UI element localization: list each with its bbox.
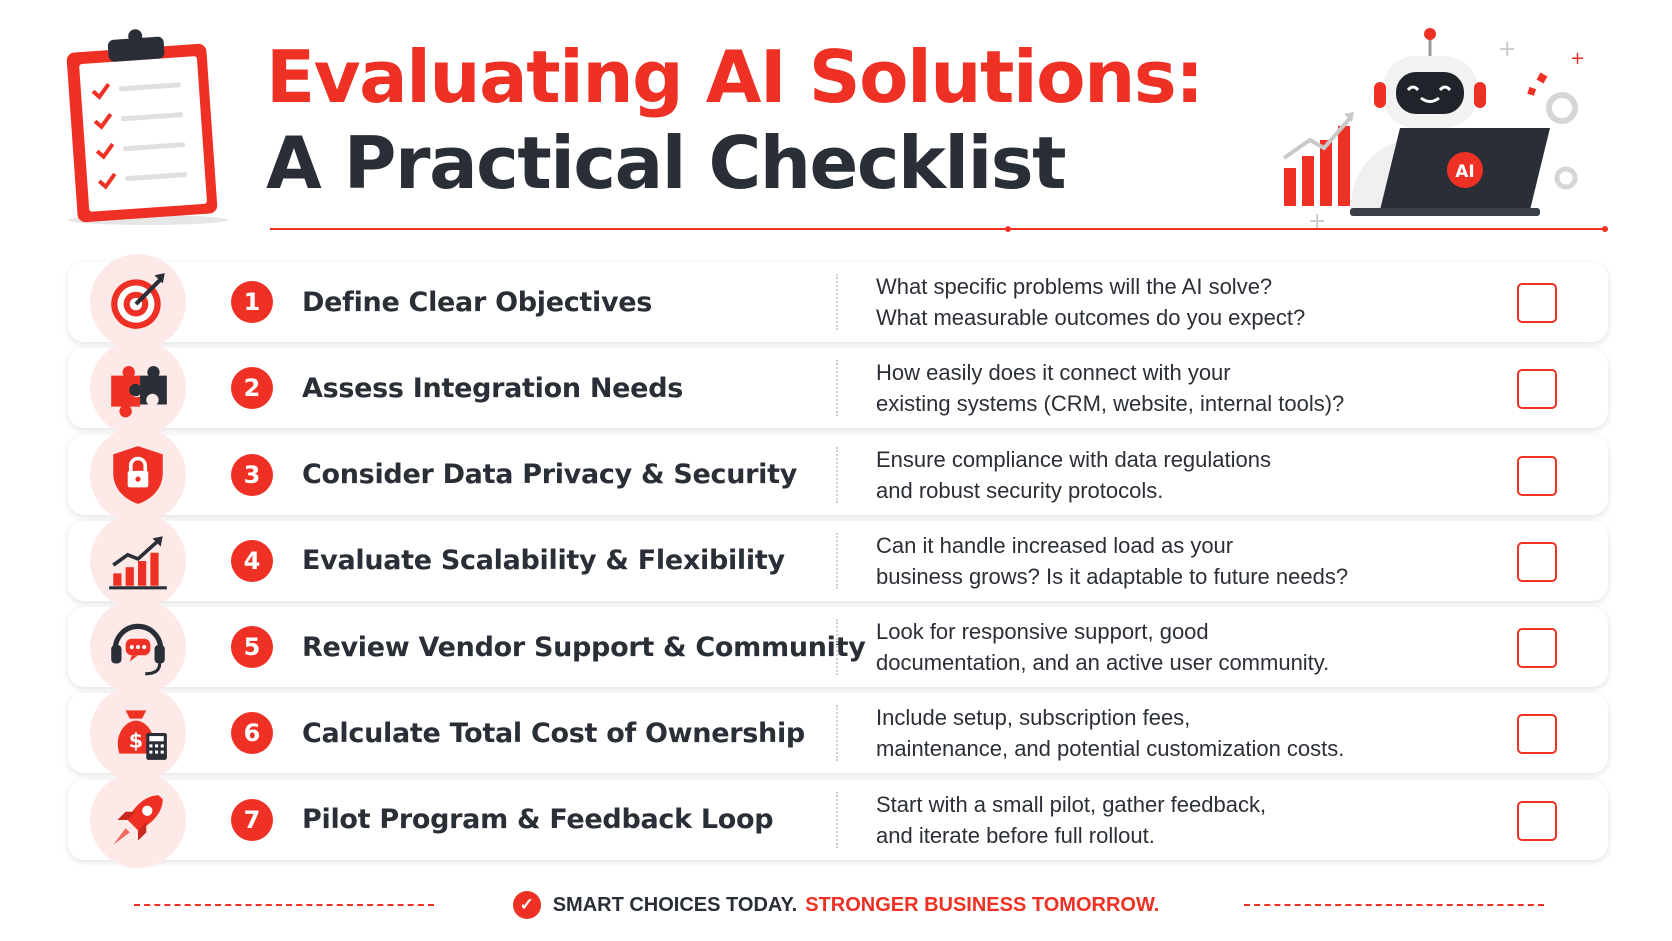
step-number-badge: 2 <box>231 367 273 409</box>
item-description <box>876 521 1348 601</box>
title-line-primary: Evaluating AI Solutions: <box>266 35 1203 119</box>
money-bag-calculator-icon <box>105 700 171 766</box>
svg-text:$: $ <box>128 728 144 753</box>
item-description <box>876 780 1266 860</box>
checklist-item <box>68 348 1608 428</box>
description-line: Start with a small pilot, gather feedback, <box>876 791 1267 817</box>
underline-dot <box>1005 226 1011 232</box>
description-line: Can it handle increased load as your <box>876 532 1234 558</box>
title-line-secondary: A Practical Checklist <box>266 121 1066 205</box>
checklist-item <box>68 693 1608 773</box>
item-title: Pilot Program & Feedback Loop <box>302 804 774 836</box>
row-divider <box>836 447 838 503</box>
step-number-badge: 7 <box>231 799 273 841</box>
item-checkbox[interactable] <box>1517 456 1557 496</box>
step-number-badge: 5 <box>231 626 273 668</box>
target-icon <box>105 269 171 335</box>
laptop-ai-label: AI <box>1455 162 1475 182</box>
check-circle-icon: ✓ <box>513 891 541 919</box>
tagline-dark: SMART CHOICES TODAY. <box>552 893 798 916</box>
growth-chart-icon <box>1284 112 1354 206</box>
row-icon-badge <box>90 340 186 436</box>
description-line: How easily does it connect with your <box>876 360 1231 386</box>
item-description <box>876 262 1305 342</box>
row-divider <box>836 705 838 761</box>
row-divider <box>836 792 838 848</box>
checklist <box>68 262 1608 866</box>
description-line: Include setup, subscription fees, <box>876 705 1191 731</box>
footer-tagline <box>0 880 1672 930</box>
item-checkbox[interactable] <box>1517 628 1557 668</box>
description-line: existing systems (CRM, website, internal tools)? <box>876 391 1345 417</box>
robot-laptop-illustration <box>1280 28 1620 238</box>
description-line: documentation, and an active user community. <box>876 650 1330 676</box>
svg-text:+: + <box>1570 48 1586 69</box>
item-title: Consider Data Privacy & Security <box>302 459 798 491</box>
checklist-item <box>68 780 1608 860</box>
item-checkbox[interactable] <box>1517 283 1557 323</box>
step-number-badge: 4 <box>231 540 273 582</box>
headset-icon <box>105 614 171 680</box>
shield-lock-icon <box>105 442 171 508</box>
growth-chart-icon <box>105 528 171 594</box>
svg-text:+: + <box>1498 37 1517 62</box>
row-icon-badge <box>90 685 186 781</box>
row-divider <box>836 360 838 416</box>
item-description <box>876 348 1344 428</box>
step-number-badge: 6 <box>231 712 273 754</box>
row-icon-badge <box>90 772 186 868</box>
checklist-item <box>68 435 1608 515</box>
item-title: Assess Integration Needs <box>302 372 683 404</box>
item-checkbox[interactable] <box>1517 801 1557 841</box>
row-icon-badge <box>90 513 186 609</box>
row-divider <box>836 533 838 589</box>
step-number-badge: 1 <box>231 281 273 323</box>
row-icon-badge <box>90 254 186 350</box>
item-description <box>876 693 1344 773</box>
item-checkbox[interactable] <box>1517 542 1557 582</box>
description-line: Look for responsive support, good <box>876 619 1209 645</box>
item-description <box>876 435 1271 515</box>
clipboard-checklist-icon <box>62 28 234 228</box>
item-title: Review Vendor Support & Community <box>302 631 866 663</box>
item-title: Define Clear Objectives <box>302 286 653 318</box>
item-checkbox[interactable] <box>1517 714 1557 754</box>
row-divider <box>836 619 838 675</box>
item-title: Evaluate Scalability & Flexibility <box>302 545 785 577</box>
rocket-icon <box>105 787 171 853</box>
item-description <box>876 607 1329 687</box>
row-divider <box>836 274 838 330</box>
description-line: What specific problems will the AI solve? <box>876 274 1273 299</box>
description-line: and robust security protocols. <box>876 477 1164 503</box>
row-icon-badge <box>90 599 186 695</box>
tagline-red: STRONGER BUSINESS TOMORROW. <box>805 893 1160 916</box>
step-number-badge: 3 <box>231 454 273 496</box>
description-line: maintenance, and potential customization costs. <box>876 736 1345 762</box>
description-line: business grows? Is it adaptable to future needs? <box>876 563 1349 589</box>
svg-text:+: + <box>1308 209 1327 234</box>
description-line: Ensure compliance with data regulations <box>876 446 1272 472</box>
description-line: and iterate before full rollout. <box>876 822 1155 848</box>
item-title: Calculate Total Cost of Ownership <box>302 717 805 749</box>
page-title <box>266 34 1203 206</box>
checklist-item <box>68 607 1608 687</box>
description-line: What measurable outcomes do you expect? <box>876 305 1306 330</box>
item-checkbox[interactable] <box>1517 369 1557 409</box>
checklist-item <box>68 262 1608 342</box>
checklist-item <box>68 521 1608 601</box>
puzzle-icon <box>105 355 171 421</box>
row-icon-badge <box>90 427 186 523</box>
